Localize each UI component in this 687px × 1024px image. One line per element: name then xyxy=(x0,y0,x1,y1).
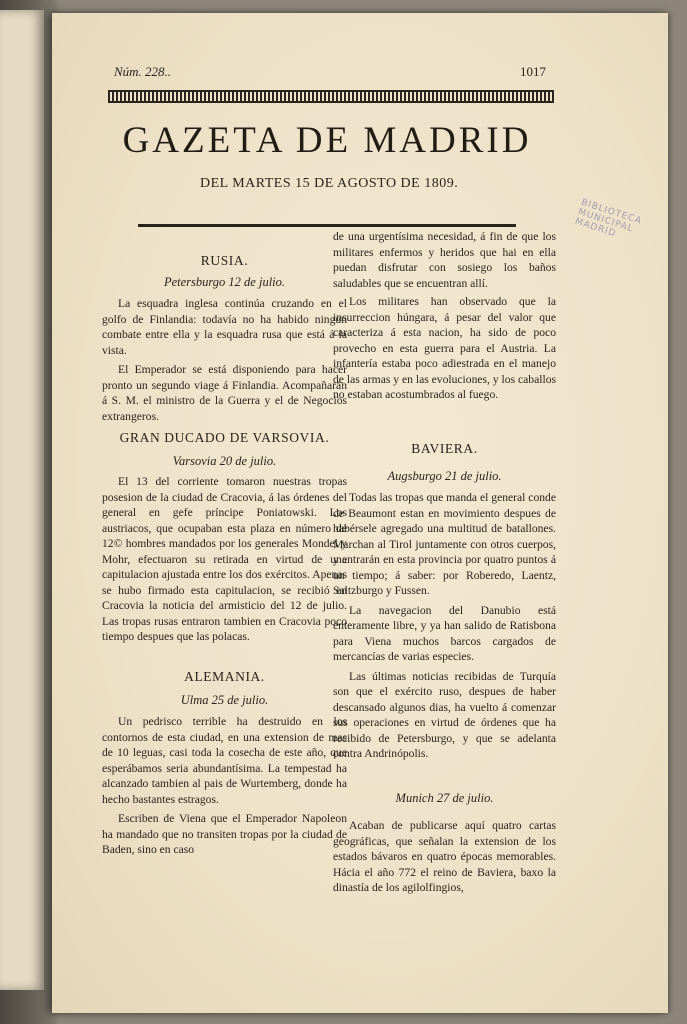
section-dateline: Augsburgo 21 de julio. xyxy=(387,469,502,483)
paragraph: Todas las tropas que manda el general conde de Beaumont estan en movimiento despues de habérsele agregado una multitud de batallones. Marchan al Tirol juntamente con otros cuerpos, y entrarán en esta provincia por quatro puntos á un tiempo; á saber: por Roberedo, Laentz, Saltzburgo y Fussen. xyxy=(333,491,556,597)
paragraph: Un pedrisco terrible ha destruido en los contornos de esta ciudad, en una extension de mas de 10 leguas, casi toda la cosecha de este año, que esperábamos seria abundantísima. La tempestad ha alcanzado tambien al pais de Wurtemberg, donde ha hecho bastantes estragos. xyxy=(102,715,347,806)
continuation-text xyxy=(333,229,556,403)
section-heading: BAVIERA. xyxy=(411,441,478,456)
newspaper-page xyxy=(52,13,668,1013)
masthead-title: GAZETA DE MADRID xyxy=(122,120,532,161)
paragraph: La navegacion del Danubio está enteramente libre, y ya han salido de Ratisbona para Viena muchos barcos cargados de mercancías de varias especies. xyxy=(333,603,556,663)
paragraph: de una urgentísima necesidad, á fin de que los militares enfermos y heridos que hai en ella puedan disfrutar con sosiego los baños saludables que se encuentran allí. xyxy=(333,230,556,290)
ornamental-rule xyxy=(108,90,554,103)
stamp-text: BIBLIOTECA MUNICIPAL MADRID xyxy=(573,197,644,240)
library-stamp xyxy=(557,195,663,286)
paragraph: Acaban de publicarse aquí quatro cartas geográficas, que señalan la extension de los estados bávaros en quatro épocas memorables. Hácia el año 772 el reino de Baviera, baxo la dinastía de los agilolfingios, xyxy=(333,819,556,894)
paragraph: El Emperador se está disponiendo para hacer pronto un segundo viage á Finlandia. Acompañarán á S. M. el ministro de la Guerra y el de Negocios extrangeros. xyxy=(102,363,347,423)
section-dateline: Ulma 25 de julio. xyxy=(180,693,269,707)
section-heading: GRAN DUCADO DE VARSOVIA. xyxy=(119,430,330,445)
previous-page-edge xyxy=(0,10,44,990)
section-alemania xyxy=(102,669,347,858)
section-dateline: Petersburgo 12 de julio. xyxy=(163,275,286,289)
paragraph: El 13 del corriente tomaron nuestras tropas posesion de la ciudad de Cracovia, á las órdenes del general en gefe príncipe Poniatowski. Los austriacos, que ocupaban esta plaza en número de 12© hombres mandados por los generales Mondel y Mohr, efectuaron su retirada en virtud de una capitulacion ajustada entre los dos exércitos. Apenas se hubo firmado esta capitulacion, se recibió en Cracovia la noticia del armisticio del 12 de julio. Las tropas rusas entraron tambien en Cracovia poco tiempo despues que las polacas. xyxy=(102,475,347,643)
section-dateline: Varsovia 20 de julio. xyxy=(172,454,277,468)
section-baviera xyxy=(333,441,556,762)
section-rusia xyxy=(102,253,347,424)
header-divider xyxy=(138,224,516,227)
section-heading: ALEMANIA. xyxy=(184,669,265,684)
paragraph: Escriben de Viena que el Emperador Napoleon ha mandado que no transiten tropas por la ciudad de Baden, sino en caso xyxy=(102,812,347,856)
paragraph: Los militares han observado que la insurreccion húngara, á pesar del valor que caracteriza á esta nacion, ha sido de poco provecho en esta guerra para el Austria. La infantería estaba poco adiestrada en el manejo de las armas y en las evoluciones, y los caballos no estaban acostumbrados al fuego. xyxy=(333,295,556,401)
paragraph: Las últimas noticias recibidas de Turquía son que el exército ruso, despues de haber descansado algunos dias, ha vuelto á comenzar sus operaciones en virtud de órdenes que ha recibido de Petersburgo, y que se adelanta contra Andrinópolis. xyxy=(333,669,556,760)
section-varsovia xyxy=(102,430,347,645)
section-heading: RUSIA. xyxy=(200,253,249,268)
paragraph: La esquadra inglesa continúa cruzando en el golfo de Finlandia: todavía no ha habido ningun combate entre ella y la esquadra rusa que está á la vista. xyxy=(102,297,347,357)
section-dateline: Munich 27 de julio. xyxy=(395,791,494,805)
page-number: 1017 xyxy=(520,64,546,79)
issue-number: Núm. 228.. xyxy=(114,64,172,79)
issue-date: DEL MARTES 15 DE AGOSTO DE 1809. xyxy=(200,176,459,191)
section-munich xyxy=(333,791,556,896)
